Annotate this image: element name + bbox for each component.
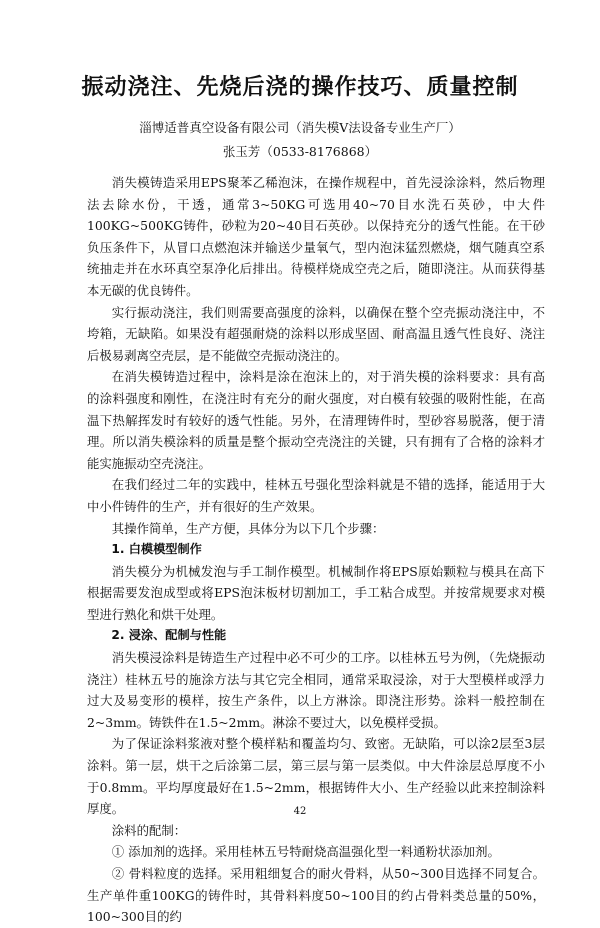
paragraph: 其操作简单，生产方便，具体分为以下几个步骤： <box>111 520 385 536</box>
paragraph: 实行振动浇注，我们则需要高强度的涂料，以确保在整个空壳振动浇注中，不垮箱，无缺陷。如果没有超强耐烧的涂料以形成坚固、耐高温且透气性良好、浇注后极易剥离空壳层，是不能做空壳振动浇注的。 <box>87 304 545 363</box>
paragraph: 消失模浸涂料是铸造生产过程中必不可少的工序。以桂林五号为例，（先烧振动浇注）桂林五号的施涂方法与其它完全相同，通常采取浸涂，对于大型模样或浮力过大及易变形的模样，按生产条件，以上方淋涂。即浇注形势。涂料一般控制在2~3mm。铸铁件在1.5~2mm。淋涂不要过大，以免模样受损。 <box>87 650 545 730</box>
paragraph: 在消失模铸造过程中，涂料是涂在泡沫上的，对于消失模的涂料要求：具有高的涂料强度和刚性，在浇注时有充分的耐火强度，对白模有较强的吸附性能，在高温下热解挥发时有较好的透气性能。另外，在清理铸件时，型砂容易脱落，便于清理。所以消失模涂料的质量是整个振动空壳浇注的关键，只有拥有了合格的涂料才能实施振动空壳浇注。 <box>87 369 545 471</box>
list-item: ② 骨料粒度的选择。采用粗细复合的耐火骨料，从50~300目选择不同复合。生产单件重100KG的铸件时，其骨料料度50~100目的约占骨料类总量的50%，100~300目的约 <box>87 866 545 925</box>
list-item: ① 添加剂的选择。采用桂林五号特耐烧高温强化型一料通粉状添加剂。 <box>111 844 500 860</box>
paragraph: 消失模分为机械发泡与手工制作模型。机械制作将EPS原始颗粒与模具在高下根据需要发泡成型或将EPS泡沫板材切割加工，手工粘合成型。并按常规要求对模型进行熟化和烘干处理。 <box>87 563 545 622</box>
company-line: 淄博适普真空设备有限公司（消失模Ⅴ法设备专业生产厂） <box>139 120 461 135</box>
document-title: 振动浇注、先烧后浇的操作技巧、质量控制 <box>81 75 519 100</box>
paragraph: 为了保证涂料浆液对整个模样粘和覆盖均匀、致密。无缺陷，可以涂2层至3层涂料。第一层，烘干之后涂第二层，第三层与第一层类似。中大件涂层总厚度不小于0.8mm。平均厚度最好在1.5~2mm，根据铸件大小、生产经验以此来控制涂料厚度。 <box>87 736 545 817</box>
paragraph: 消失模铸造采用EPS聚苯乙稀泡沫，在操作规程中，首先浸涂涂料，然后物理法去除水份，干透，通常3~50KG可选用40~70目水洗石英砂，中大件100KG~500KG铸件，砂粒为20~40目石英砂。以保持充分的透气性能。在干砂负压条件下，从冒口点燃泡沫并输送少量氧气，型内泡沫猛烈燃烧，烟气随真空系统抽走并在水环真空泵净化后排出。待模样烧成空壳之后，随即浇注。从而获得基本无碳的优良铸件。 <box>87 175 545 298</box>
author-line: 张玉芳（0533-8176868） <box>222 144 378 159</box>
section-heading-1: 1. 白模模型制作 <box>111 542 202 557</box>
paragraph: 涂料的配制： <box>111 822 187 838</box>
page-number: 42 <box>293 806 307 817</box>
paragraph: 在我们经过二年的实践中，桂林五号强化型涂料就是不错的选择，能适用于大中小件铸件的生产，并有很好的生产效果。 <box>87 477 545 514</box>
section-heading-2: 2. 浸涂、配制与性能 <box>111 628 227 643</box>
